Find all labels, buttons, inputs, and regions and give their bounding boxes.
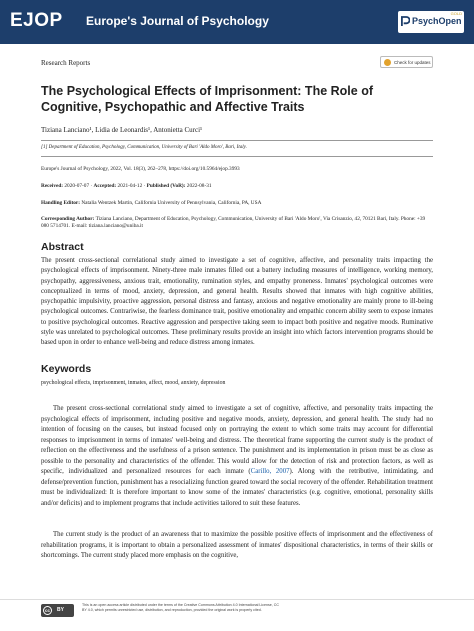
- publisher-tier: GOLD: [450, 11, 462, 16]
- publisher-name: PsychOpen: [412, 16, 462, 26]
- received-date: 2020-07-07: [64, 183, 90, 189]
- editor-label: Handling Editor:: [41, 200, 80, 206]
- received-label: Received:: [41, 183, 64, 189]
- corresponding-value: Tiziana Lanciano, Department of Education, Psychology, Communication, University of Bari 'Aldo Moro', Via Crisanzio, 42, 70121 Bari, Italy. Phone: +39 080 5714701. E-mail: tiziana.lanciano@uniba.it: [41, 216, 426, 229]
- journal-logo[interactable]: EJOP: [10, 10, 63, 31]
- abstract-text: The present cross-sectional correlational study aimed to investigate a set of cognitive, affective, and personality traits impacting the psychological effects of imprisonment. Ninety-three male inmates filled out a battery including measures of intelligence, working memory, psychopathy, aggressiveness, anxious trait, emotionality, rumination styles, and empathy proneness. Inmates' psychological outcomes were conceptualized in terms of mood, anxiety, depression, and general health. Results showed that inmates with high cognitive abilities, psychopathic impulsivity, proactive aggression, personal distress and fantasy, anxious and negative emotionality are mainly prone to ill-being psychological outcomes. Contrariwise, the fearless dominance trait, positive emotionality and empathic concern ability seem to expose inmates to positive psychological outcomes. Reactive aggression and perspective taking seem to impact both positive and negative moods. Ruminative style was unrelated to psychological outcomes. These preliminary results provide an insight into which factors intervention programs should be based upon in order to enhance well-being and reduce distress among inmates.: [41, 257, 433, 347]
- footer-divider: [0, 599, 474, 600]
- body-text: The present cross-sectional correlational study aimed to investigate a set of cognitive, affective, and personality traits impacting the psychological effects of imprisonment, including positive and negative moods, anxiety, depression, and general health. The study had no intention of focusing on the causes, but instead focused only on portraying the extent to which some traits may account for differential responses to imprisonment in terms of inmates' well-being and distress. The theoretical frame supporting the current study is the product of reflection on the effectiveness and the usefulness of a prison sentence. The punishment and its implementation in prison must be as close as possible to the personality and characteristics of the offender. This would allow for the detection of risk and protection factors, as well as specific, individualized and personalized resources for each inmate (: [41, 405, 433, 475]
- psychopen-icon: [401, 16, 410, 27]
- keywords-text: psychological effects, imprisonment, inmates, affect, mood, anxiety, depression: [41, 380, 226, 386]
- affiliation: [1] Department of Education, Psychology, Communication, University of Bari 'Aldo Moro', Bari, Italy.: [41, 145, 247, 150]
- keywords-heading: Keywords: [41, 363, 92, 375]
- cc-icon: cc: [44, 608, 50, 613]
- divider: [41, 156, 433, 157]
- author-list: Tiziana Lanciano¹, Lidia de Leonardis¹, Antonietta Curci¹: [41, 126, 203, 134]
- published-date: 2022-08-31: [186, 183, 212, 189]
- journal-name[interactable]: Europe's Journal of Psychology: [86, 14, 269, 28]
- accepted-date: 2021-04-12: [117, 183, 143, 189]
- article-dates: Received: 2020-07-07 · Accepted: 2021-04-12 · Published (VoR): 2022-08-31: [41, 183, 212, 189]
- body-paragraph-2: The current study is the product of an awareness that to maximize the possible positive effects of imprisonment and the effectiveness of rehabilitation programs, it is important to obtain a personalized assessment of inmates' dispositional characteristics, in terms of their skills or shortcomings. The current study placed more emphasis on the cognitive,: [41, 531, 433, 559]
- published-label: Published (VoR):: [146, 183, 186, 189]
- abstract-heading: Abstract: [41, 241, 84, 253]
- license-badge-label: BY: [57, 607, 64, 613]
- cc-license-badge[interactable]: [41, 604, 74, 617]
- check-updates-button[interactable]: [380, 56, 433, 68]
- editor-value: Natalia Wentzek Martin, California University of Pennsylvania, California, PA, USA: [81, 200, 262, 206]
- citation[interactable]: Europe's Journal of Psychology, 2022, Vol. 18(3), 262–278, https://doi.org/10.5964/ejop.3993: [41, 166, 240, 172]
- publisher-logo[interactable]: [398, 11, 464, 33]
- body-text: ). Along with the retributive, intimidating, and defense/prevention function, punishment has a resocializing function geared toward the social recovery of the offender. Rehabilitation treatment must be individualized: It is therefore important to know some of the inmates' characteristics (e.g. cognitive, emotional, personality skills and/or deficits) and to implement programs that include activities tailored to suit these features.: [41, 468, 433, 507]
- journal-header: [0, 0, 474, 44]
- accepted-label: Accepted:: [93, 183, 117, 189]
- license-text: This is an open access article distributed under the terms of the Creative Commons Attribution 4.0 International License, CC BY 4.0, which permits unrestricted use, distribution, and reproduction, provided the original work is properly cited.: [82, 603, 279, 612]
- check-updates-label: Check for updates: [394, 60, 431, 65]
- corresponding-label: Corresponding Author:: [41, 216, 95, 222]
- crossmark-icon: [384, 59, 391, 66]
- article-type: Research Reports: [41, 59, 91, 67]
- article-title: The Psychological Effects of Imprisonment: The Role of Cognitive, Psychopathic and Affective Traits: [41, 84, 373, 114]
- corresponding-author: [41, 216, 433, 230]
- handling-editor: [41, 200, 433, 207]
- citation-link[interactable]: Carillo, 2007: [250, 468, 290, 475]
- body-paragraph-1: [41, 404, 433, 509]
- divider: [41, 140, 433, 141]
